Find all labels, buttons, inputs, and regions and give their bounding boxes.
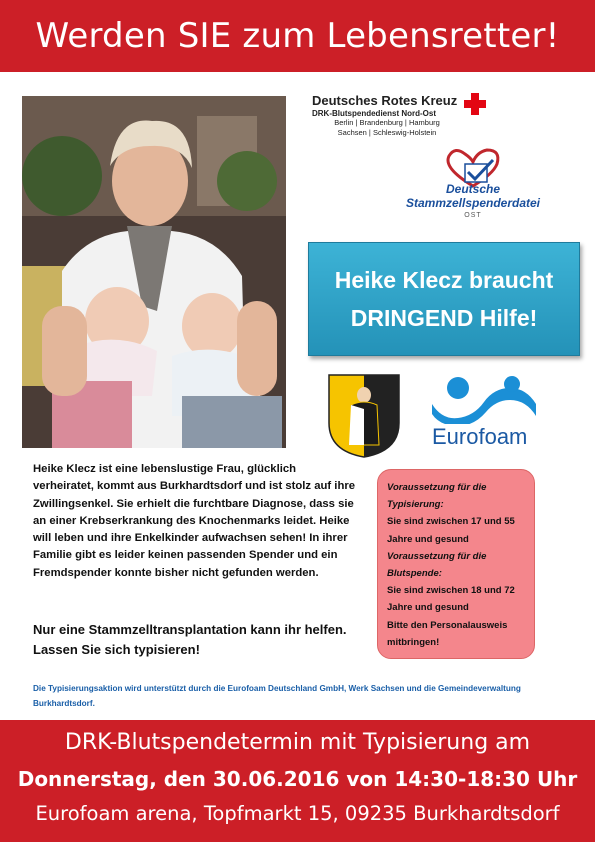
event-title: DRK-Blutspendetermin mit Typisierung am bbox=[64, 730, 531, 755]
drk-logo-subtitle: DRK-Blutspendedienst Nord-Ost bbox=[312, 109, 436, 118]
footer-banner bbox=[0, 720, 595, 842]
dsd-logo-line2: Stammzellspenderdatei bbox=[405, 196, 541, 210]
blood-requirement-text: Sie sind zwischen 18 und 72 Jahre und gesund bbox=[387, 585, 515, 614]
drk-logo-regions-1: Berlin | Brandenburg | Hamburg bbox=[334, 118, 440, 127]
requirements-box bbox=[377, 469, 535, 659]
drk-logo-regions-2: Sachsen | Schleswig-Holstein bbox=[337, 128, 437, 137]
burkhardtsdorf-coat-of-arms bbox=[327, 373, 401, 459]
dsd-logo-name bbox=[383, 182, 563, 210]
sponsor-footnote: Die Typisierungsaktion wird unterstützt durch die Eurofoam Deutschland GmbH, Werk Sachsen und die Gemeindeverwaltung Burkhardtsdorf. bbox=[33, 684, 521, 708]
story-emphasis: Nur eine Stammzelltransplantation kann ihr helfen. Lassen Sie sich typisieren! bbox=[33, 622, 347, 657]
eurofoam-label: Eurofoam bbox=[432, 424, 528, 449]
page-title: Werden SIE zum Lebensretter! bbox=[35, 16, 560, 56]
story-text: Heike Klecz ist eine lebenslustige Frau, glücklich verheiratet, kommt aus Burkhardtsdorf und ist stolz auf ihre Zwillingsenkel. Sie erhielt die furchtbare Diagnose, dass sie an einer Krebserkrankung des Knochenmarks leidet. Heike will leben und ihre Enkelkinder aufwachsen sehen! In ihrer Familie gibt es leider keinen passenden Spender und ein Fremdspender konnte bisher nicht gefunden werden. bbox=[33, 463, 356, 579]
typing-requirement-text: Sie sind zwischen 17 und 55 Jahre und gesund bbox=[387, 516, 515, 545]
dsd-logo-ost: OST bbox=[464, 212, 482, 219]
drk-logo-name: Deutsches Rotes Kreuz bbox=[312, 93, 458, 108]
dsd-logo-line1: Deutsche bbox=[445, 182, 501, 196]
typing-requirement-heading: Voraussetzung für die Typisierung: bbox=[387, 482, 487, 511]
header-banner bbox=[0, 0, 595, 72]
event-date-time: Donnerstag, den 30.06.2016 von 14:30-18:30 Uhr bbox=[17, 767, 578, 791]
drk-logo bbox=[312, 93, 492, 153]
urgent-help-callout bbox=[308, 242, 580, 356]
event-location: Eurofoam arena, Topfmarkt 15, 09235 Burkhardtsdorf bbox=[35, 802, 560, 825]
eurofoam-wave-icon bbox=[428, 374, 540, 424]
red-cross-icon bbox=[464, 93, 486, 115]
family-photo bbox=[22, 96, 286, 448]
id-card-note: Bitte den Personalausweis mitbringen! bbox=[387, 619, 508, 648]
dsd-logo bbox=[383, 148, 563, 224]
blood-requirement-heading: Voraussetzung für die Blutspende: bbox=[387, 550, 487, 580]
help-line-1: Heike Klecz braucht bbox=[334, 267, 554, 293]
help-line-2: DRINGEND Hilfe! bbox=[350, 305, 538, 331]
